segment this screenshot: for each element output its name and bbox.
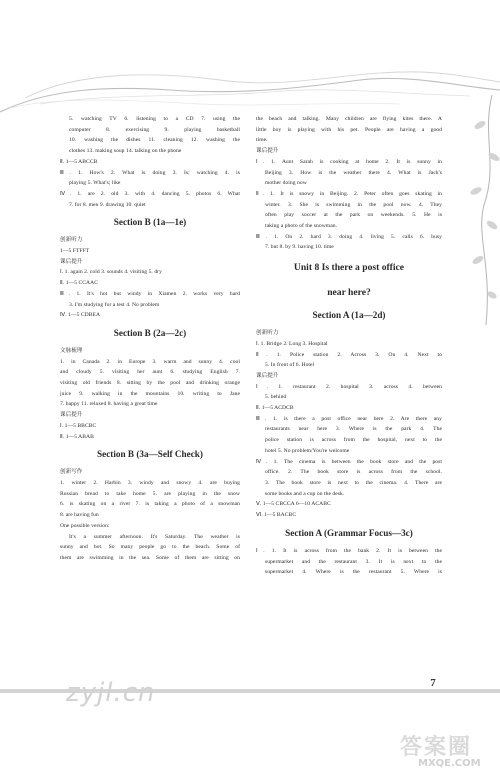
- right-answer-line: police station is across from the hospital, next to the: [265, 437, 442, 444]
- right-answer-line: 7. but 8. by 9. having 10. time: [265, 244, 334, 251]
- watermark-left: zyjl.cn: [66, 678, 156, 708]
- right-answer-line: Ⅰ. 1. Bridge 2. Long 3. Hospital: [256, 340, 328, 347]
- left-answer-line: Ⅱ. 1—5 ABCCB: [60, 158, 98, 165]
- watermark-right: [392, 730, 500, 772]
- left-answer-line: 1. winter 2. Harbin 3. windy and snowy 4. are buying: [60, 479, 240, 486]
- right-answer-line: Ⅱ. 1. Police station 2. Across 3. On 4. Next to: [256, 351, 442, 358]
- left-answer-line: 8. are having fun: [60, 512, 99, 519]
- left-answer-line: juice 9. walking in the mountains 10. writing to Jane: [60, 390, 240, 397]
- right-answer-line: 3. The book store is next to the cinema. 4. There are: [265, 479, 442, 486]
- page-number: 7: [430, 677, 436, 689]
- right-answer-line: office. 2. The book store is across from the school.: [265, 469, 442, 476]
- section-heading: Section A (Grammar Focus—3c): [285, 527, 413, 538]
- header-decoration: [0, 0, 500, 115]
- right-answer-line: hotel 5. No problem/You're welcome: [265, 447, 350, 454]
- left-answer-line: them are swimming in the sea. Some of them are sitting on: [60, 554, 240, 561]
- right-answer-line: Ⅱ. 1. It is snowy in Beijing. 2. Peter often goes skating in: [256, 190, 442, 197]
- left-column: [60, 114, 240, 564]
- right-answer-line: Ⅲ. 1. On 2. hard 3. doing 4. living 5. calls 6. busy: [256, 233, 442, 240]
- left-answer-line: Ⅰ. 1—5 BBCBC: [60, 422, 97, 429]
- right-answer-line: little boy is playing with his pet. People are having a good: [256, 126, 442, 133]
- right-answer-line: 5. In front of 6. Hotel: [265, 362, 315, 369]
- left-answer-line: clothes 13. making soup 14. talking on the phone: [69, 148, 182, 155]
- watermark-right-main: 答案圈: [400, 735, 473, 760]
- left-answer-line: playing 5. What's; like: [69, 180, 121, 187]
- right-answer-line: often play soccer at the park on weekends. 5. He is: [265, 212, 442, 219]
- subsection-tag: 创新听力: [256, 330, 279, 337]
- right-answer-line: Ⅰ. 1. It is across from the bank 2. It is between the: [256, 547, 442, 554]
- subsection-tag: 课后提升: [256, 148, 279, 155]
- left-answer-line: 1. in Canada 2. in Europe 3. warm and sunny 4. cool: [60, 358, 240, 365]
- left-answer-line: 10. washing the dishes 11. cleaning 12. washing the: [69, 137, 240, 144]
- right-answer-line: 5. behind: [265, 394, 287, 401]
- section-heading: Section B (1a—1e): [113, 217, 187, 228]
- left-answer-line: 3. I'm studying for a test 4. No problem: [69, 301, 160, 308]
- left-answer-line: One possible version:: [60, 522, 110, 529]
- subsection-tag: 创新听力: [60, 237, 83, 244]
- left-answer-line: Ⅲ. 1. It's hot but windy in Xiamen 2. works very hard: [60, 290, 240, 297]
- vine-decoration: [462, 95, 500, 325]
- right-answer-line: Ⅲ. 1. is there a post office near here 2. Are there any: [256, 415, 442, 422]
- left-answer-line: 7. for 8. men 9. drawing 10. quiet: [69, 201, 146, 208]
- left-answer-line: Russian bread to take home 5. are playing in the snow: [60, 490, 240, 497]
- right-answer-line: Ⅰ. 1. restaurant 2. hospital 3. across 4. between: [256, 383, 442, 390]
- left-answer-line: and cloudy 5. visiting her aunt 6. studying English 7.: [60, 369, 240, 376]
- left-answer-line: 5. watching TV 6. listening to a CD 7. using the: [69, 116, 240, 122]
- left-answer-line: Ⅲ. 1. How's 2. What is doing 3. Is; watching 4. is: [60, 169, 240, 176]
- right-answer-line: winter. 3. She is swimming in the pool now. 4. They: [265, 201, 442, 208]
- section-heading: Section B (3a—Self Check): [97, 449, 203, 460]
- section-heading: Section B (2a—2c): [113, 327, 187, 338]
- right-answer-line: time.: [256, 137, 268, 144]
- unit-heading: Unit 8 Is there a post office: [293, 262, 405, 274]
- left-answer-line: Ⅳ. 1—5 CDBEA: [60, 312, 101, 319]
- left-answer-line: Ⅳ. 1. are 2. old 3. with 4. dancing 5. photos 6. What: [60, 190, 240, 197]
- section-heading: Section A (1a—2d): [312, 310, 386, 321]
- right-answer-line: some books and a cup on the desk.: [265, 490, 345, 497]
- right-answer-line: supermarket and the restaurant 3. It is next to the: [265, 558, 442, 565]
- left-answer-line: 6. is skating on a river 7. is taking a photo of a snowman: [60, 501, 240, 508]
- right-answer-line: taking a photo of the snowman.: [265, 223, 338, 230]
- right-answer-line: supermarket 4. Where is the restaurant 5. Where is: [265, 569, 442, 576]
- subsection-tag: 文脉梳理: [60, 347, 83, 354]
- left-answer-line: 7. happy 11. relaxed 8. having a great time: [60, 401, 158, 408]
- right-answer-line: Ⅰ. 1. Aunt Sarah is cooking at home 2. It is sunny in: [256, 158, 442, 165]
- left-answer-line: Ⅰ. 1. again 2. cold 3. sounds 4. visiting 5. dry: [60, 269, 162, 276]
- right-answer-line: Ⅵ. 1—5 BACBC: [256, 512, 297, 519]
- left-answer-line: visiting old friends 8. sitting by the pool and drinking orange: [60, 380, 240, 387]
- right-answer-line: Ⅴ. 1—5 CBCCA 6—10 ACABC: [256, 501, 331, 508]
- right-answer-line: mother doing now: [265, 180, 307, 187]
- left-answer-line: sunny and hot. So many people go to the beach. Some of: [60, 544, 240, 551]
- left-answer-line: 1—5 FTFFT: [60, 248, 90, 255]
- unit-heading: near here?: [327, 287, 371, 299]
- watermark-right-sub: MXQE.COM: [418, 758, 481, 769]
- left-answer-line: Ⅱ. 1—5 CCAAC: [60, 280, 99, 287]
- subsection-tag: 课后提升: [256, 372, 279, 379]
- subsection-tag: 课后提升: [60, 412, 83, 419]
- left-answer-line: It's a summer afternoon. It's Saturday. The weather is: [69, 533, 240, 540]
- subsection-tag: 课后提升: [60, 258, 83, 265]
- right-answer-line: restaurants near here 3. Where is the park 4. The: [265, 426, 442, 433]
- right-answer-line: Ⅱ. 1—5 ACDCB: [256, 405, 294, 412]
- right-answer-line: Beijing 3. How is the weather there 4. What is Jack's: [265, 169, 442, 176]
- left-answer-line: computer 8. exercising 9. playing basketball: [69, 126, 240, 133]
- right-answer-line: Ⅳ. 1. The cinema is between the book store and the post: [256, 458, 442, 465]
- right-answer-line: the beach and talking. Many children are flying kites there. A: [256, 116, 442, 122]
- left-answer-line: Ⅱ. 1—5 ABAB: [60, 433, 94, 440]
- subsection-tag: 创新写作: [60, 469, 83, 476]
- right-column: [256, 114, 442, 578]
